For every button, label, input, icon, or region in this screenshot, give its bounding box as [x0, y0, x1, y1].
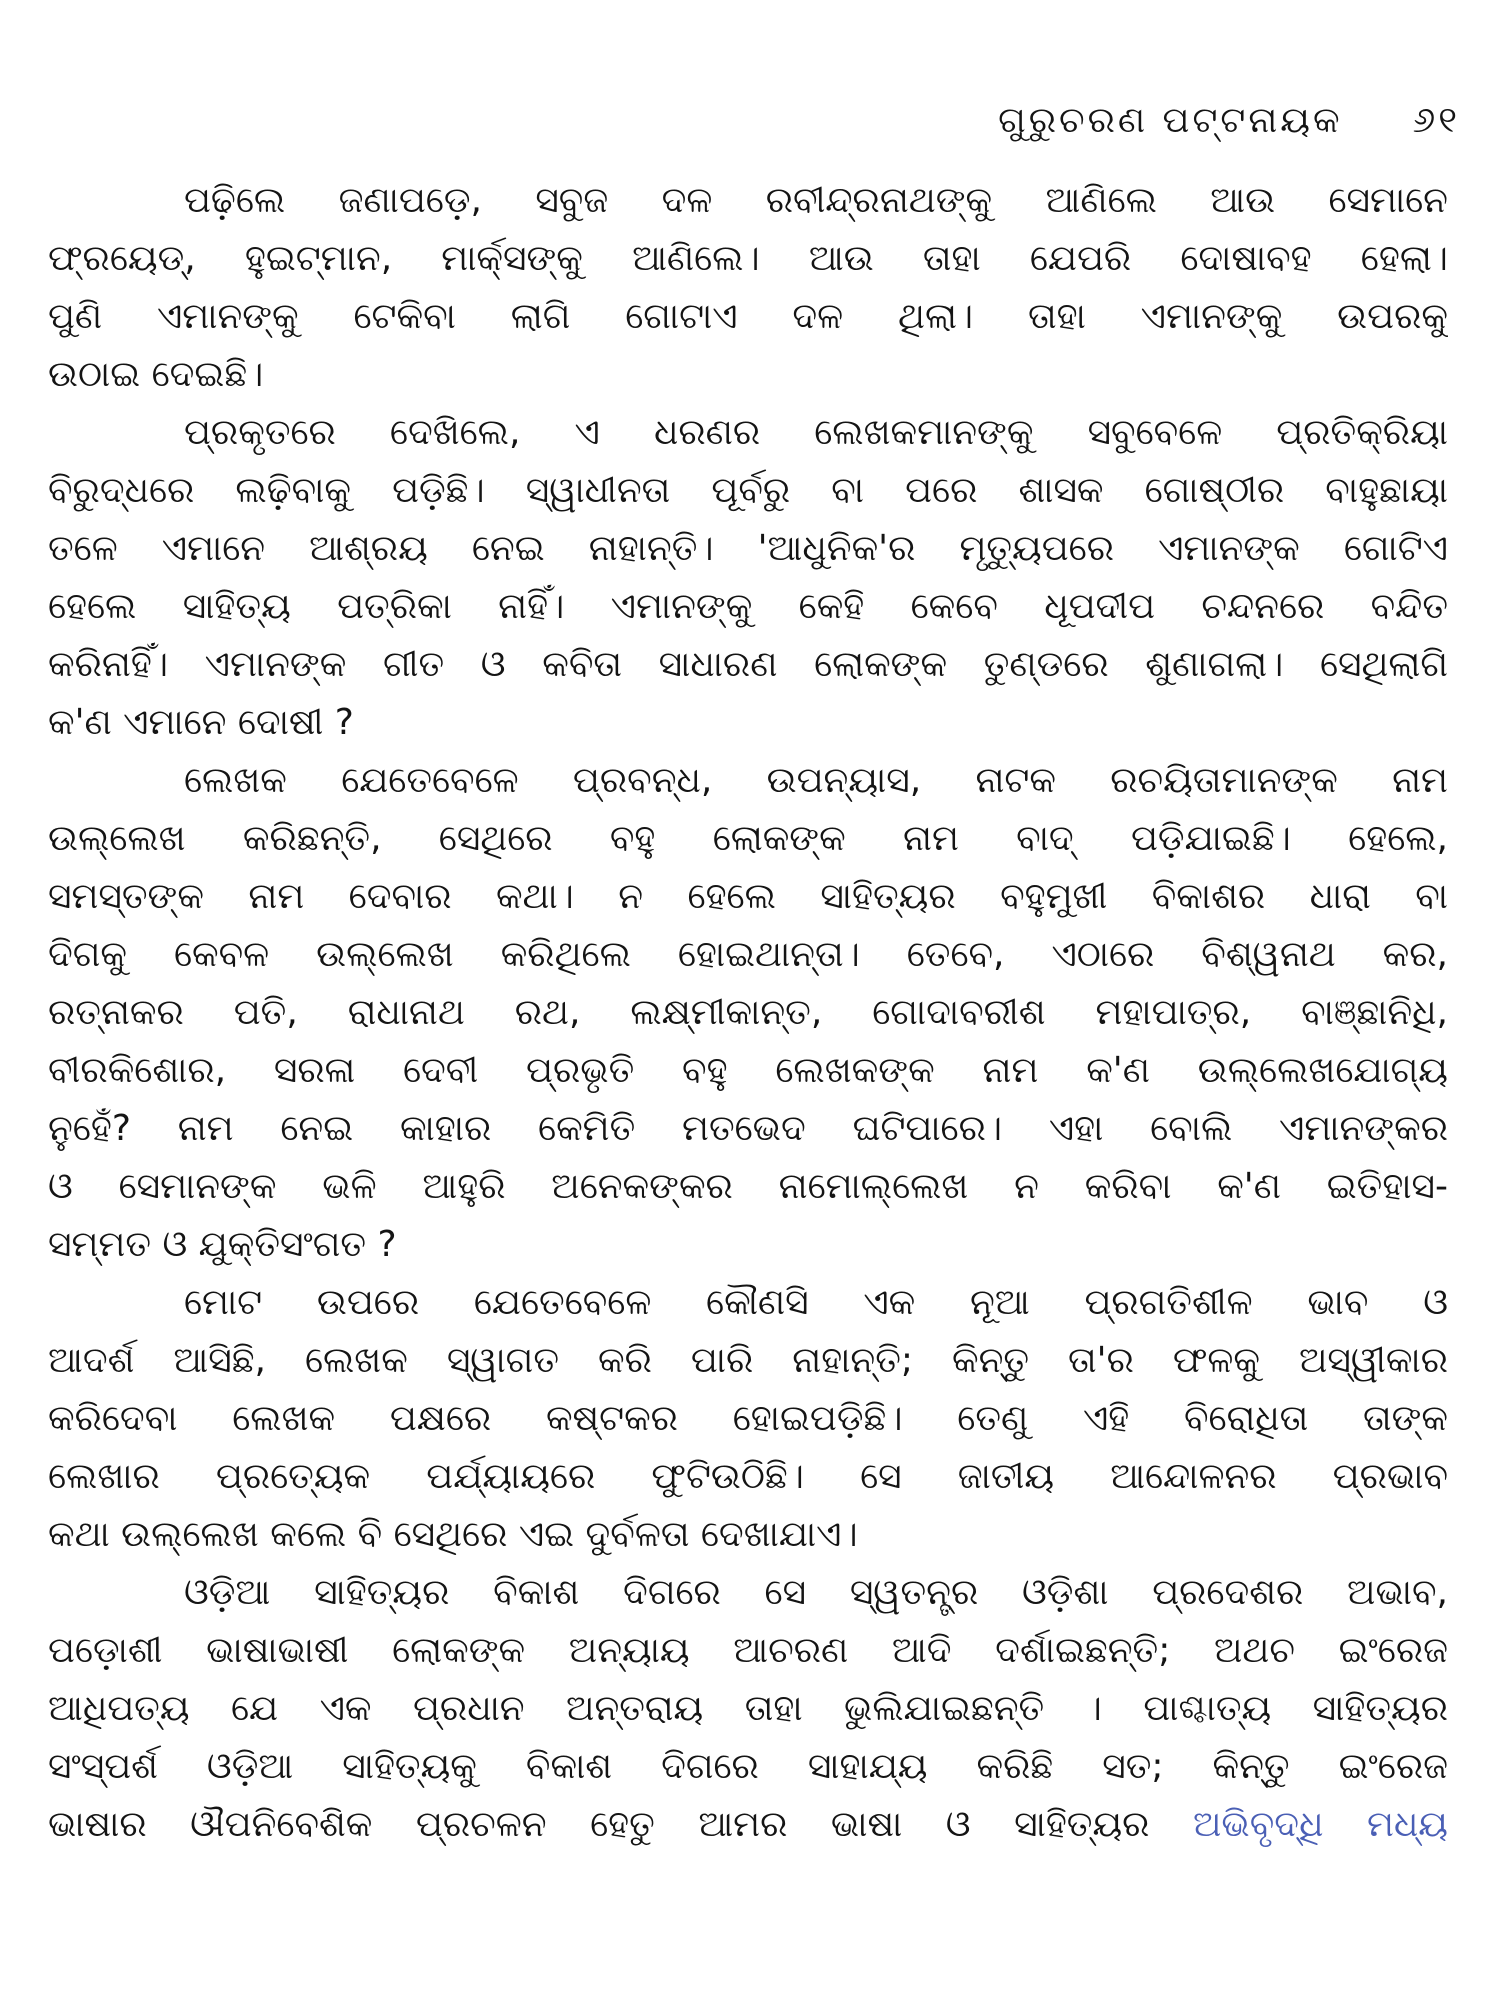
text-line: ଉଲ୍ଲେଖ କରିଛନ୍ତି, ସେଥିରେ ବହୁ ଲୋକଙ୍କ ନାମ ବାଦ୍ ପଡ଼ିଯାଇଛି। ହେଲେ,	[48, 818, 1448, 859]
text-line: କଥା ଉଲ୍ଲେଖ କଲେ ବି ସେଥିରେ ଏଇ ଦୁର୍ବଳତା ଦେଖାଯାଏ।	[48, 1514, 858, 1555]
text-line: କରିନାହିଁ। ଏମାନଙ୍କ ଗୀତ ଓ କବିତା ସାଧାରଣ ଲୋକଙ୍କ ତୁଣ୍ଡରେ ଶୁଣାଗଲା। ସେଥିଲାଗି	[48, 644, 1448, 685]
text-line: ଓ ସେମାନଙ୍କ ଭଳି ଆହୁରି ଅନେକଙ୍କର ନାମୋଲ୍ଲେଖ ନ କରିବା କ'ଣ ଇତିହାସ-	[48, 1166, 1448, 1207]
final-line-text: ଭାଷାର ଔପନିବେଶିକ ପ୍ରଚଳନ ହେତୁ ଆମର ଭାଷା ଓ ସାହିତ୍ୟର	[48, 1804, 1150, 1845]
text-line: ଲେଖକ ଯେତେବେଳେ ପ୍ରବନ୍ଧ, ଉପନ୍ୟାସ, ନାଟକ ରଚୟିତାମାନଙ୍କ ନାମ	[184, 760, 1448, 801]
text-line: ଲେଖାର ପ୍ରତ୍ୟେକ ପର୍ଯ୍ୟାୟରେ ଫୁଟିଉଠିଛି। ସେ ଜାତୀୟ ଆନ୍ଦୋଳନର ପ୍ରଭାବ	[48, 1456, 1448, 1497]
text-line: କରିଦେବା ଲେଖକ ପକ୍ଷରେ କଷ୍ଟକର ହୋଇପଡ଼ିଛି। ତେଣୁ ଏହି ବିରୋଧିତା ତାଙ୍କ	[48, 1398, 1448, 1439]
text-line: ତଳେ ଏମାନେ ଆଶ୍ରୟ ନେଇ ନାହାନ୍ତି। 'ଆଧୁନିକ'ର ମୃତ୍ୟୁପରେ ଏମାନଙ୍କ ଗୋଟିଏ	[48, 528, 1448, 569]
text-line: ଫ୍ରୟେଡ୍, ହୁଇଟ୍‌ମାନ, ମାର୍କ୍ସଙ୍କୁ ଆଣିଲେ। ଆଉ ତାହା ଯେପରି ଦୋଷାବହ ହେଲା।	[48, 238, 1448, 279]
text-line: ବୀରକିଶୋର, ସରଳା ଦେବୀ ପ୍ରଭୃତି ବହୁ ଲେଖକଙ୍କ ନାମ କ'ଣ ଉଲ୍ଲେଖଯୋଗ୍ୟ	[48, 1050, 1448, 1091]
text-line: ପଡ଼ୋଶୀ ଭାଷାଭାଷୀ ଲୋକଙ୍କ ଅନ୍ୟାୟ ଆଚରଣ ଆଦି ଦର୍ଶାଇଛନ୍ତି; ଅଥଚ ଇଂରେଜ	[48, 1630, 1448, 1671]
author-name-header: ଗୁରୁଚରଣ ପଟ୍ଟନାୟକ	[998, 100, 1343, 141]
text-line: ପୁଣି ଏମାନଙ୍କୁ ଟେକିବା ଲାଗି ଗୋଟାଏ ଦଳ ଥିଲା। ତାହା ଏମାନଙ୍କୁ ଉପରକୁ	[48, 296, 1448, 337]
text-line: ପଢ଼ିଲେ ଜଣାପଡ଼େ, ସବୁଜ ଦଳ ରବୀନ୍ଦ୍ରନାଥଙ୍କୁ ଆଣିଲେ ଆଉ ସେମାନେ	[184, 180, 1448, 221]
text-line: ବିରୁଦ୍ଧରେ ଲଢ଼ିବାକୁ ପଡ଼ିଛି। ସ୍ୱାଧୀନତା ପୂର୍ବରୁ ବା ପରେ ଶାସକ ଗୋଷ୍ଠୀର ବାହୁଛାୟା	[48, 470, 1448, 511]
text-line: ମୋଟ ଉପରେ ଯେତେବେଳେ କୌଣସି ଏକ ନୂଆ ପ୍ରଗତିଶୀଳ ଭାବ ଓ	[184, 1282, 1448, 1323]
text-line: ସମ୍ମତ ଓ ଯୁକ୍ତିସଂଗତ ?	[48, 1224, 397, 1265]
page-number: ୬୧	[1412, 100, 1460, 141]
text-line: ସମସ୍ତଙ୍କ ନାମ ଦେବାର କଥା। ନ ହେଲେ ସାହିତ୍ୟର ବହୁମୁଖୀ ବିକାଶର ଧାରା ବା	[48, 876, 1448, 917]
running-header	[998, 100, 1460, 142]
text-line-final	[48, 1796, 1448, 1854]
text-line: ହେଲେ ସାହିତ୍ୟ ପତ୍ରିକା ନାହିଁ। ଏମାନଙ୍କୁ କେହି କେବେ ଧୂପଦୀପ ଚନ୍ଦନରେ ବନ୍ଦିତ	[48, 586, 1448, 627]
text-line: ନୁହେଁ? ନାମ ନେଇ କାହାର କେମିତି ମତଭେଦ ଘଟିପାରେ। ଏହା ବୋଲି ଏମାନଙ୍କର	[48, 1108, 1448, 1149]
text-line: ଉଠାଇ ଦେଇଛି।	[48, 354, 264, 395]
text-line: ଆଧିପତ୍ୟ ଯେ ଏକ ପ୍ରଧାନ ଅନ୍ତରାୟ ତାହା ଭୁଲିଯାଇଛନ୍ତି । ପାଶ୍ଚାତ୍ୟ ସାହିତ୍ୟର	[48, 1688, 1448, 1729]
final-line-faded-text: ଅଭିବୃଦ୍ଧି ମଧ୍ୟ	[1193, 1804, 1448, 1845]
text-line: ସଂସ୍ପର୍ଶ ଓଡ଼ିଆ ସାହିତ୍ୟକୁ ବିକାଶ ଦିଗରେ ସାହାଯ୍ୟ କରିଛି ସତ; କିନ୍ତୁ ଇଂରେଜ	[48, 1746, 1448, 1787]
text-line: ପ୍ରକୃତରେ ଦେଖିଲେ, ଏ ଧରଣର ଲେଖକମାନଙ୍କୁ ସବୁବେଳେ ପ୍ରତିକ୍ରିୟା	[184, 412, 1448, 453]
text-line: କ'ଣ ଏମାନେ ଦୋଷୀ ?	[48, 702, 354, 743]
body-text	[48, 172, 1448, 1854]
text-line: ଆଦର୍ଶ ଆସିଛି, ଲେଖକ ସ୍ୱାଗତ କରି ପାରି ନାହାନ୍ତି; କିନ୍ତୁ ତା'ର ଫଳକୁ ଅସ୍ୱୀକାର	[48, 1340, 1448, 1381]
text-line: ଦିଗକୁ କେବଳ ଉଲ୍ଲେଖ କରିଥିଲେ ହୋଇଥାନ୍ତା। ତେବେ, ଏଠାରେ ବିଶ୍ୱନାଥ କର,	[48, 934, 1448, 975]
text-line: ଓଡ଼ିଆ ସାହିତ୍ୟର ବିକାଶ ଦିଗରେ ସେ ସ୍ୱତନ୍ତ୍ର ଓଡ଼ିଶା ପ୍ରଦେଶର ଅଭାବ,	[184, 1572, 1448, 1613]
text-line: ରତ୍ନାକର ପତି, ରାଧାନାଥ ରଥ, ଲକ୍ଷ୍ମୀକାନ୍ତ, ଗୋଦାବରୀଶ ମହାପାତ୍ର, ବାଞ୍ଛାନିଧି,	[48, 992, 1448, 1033]
